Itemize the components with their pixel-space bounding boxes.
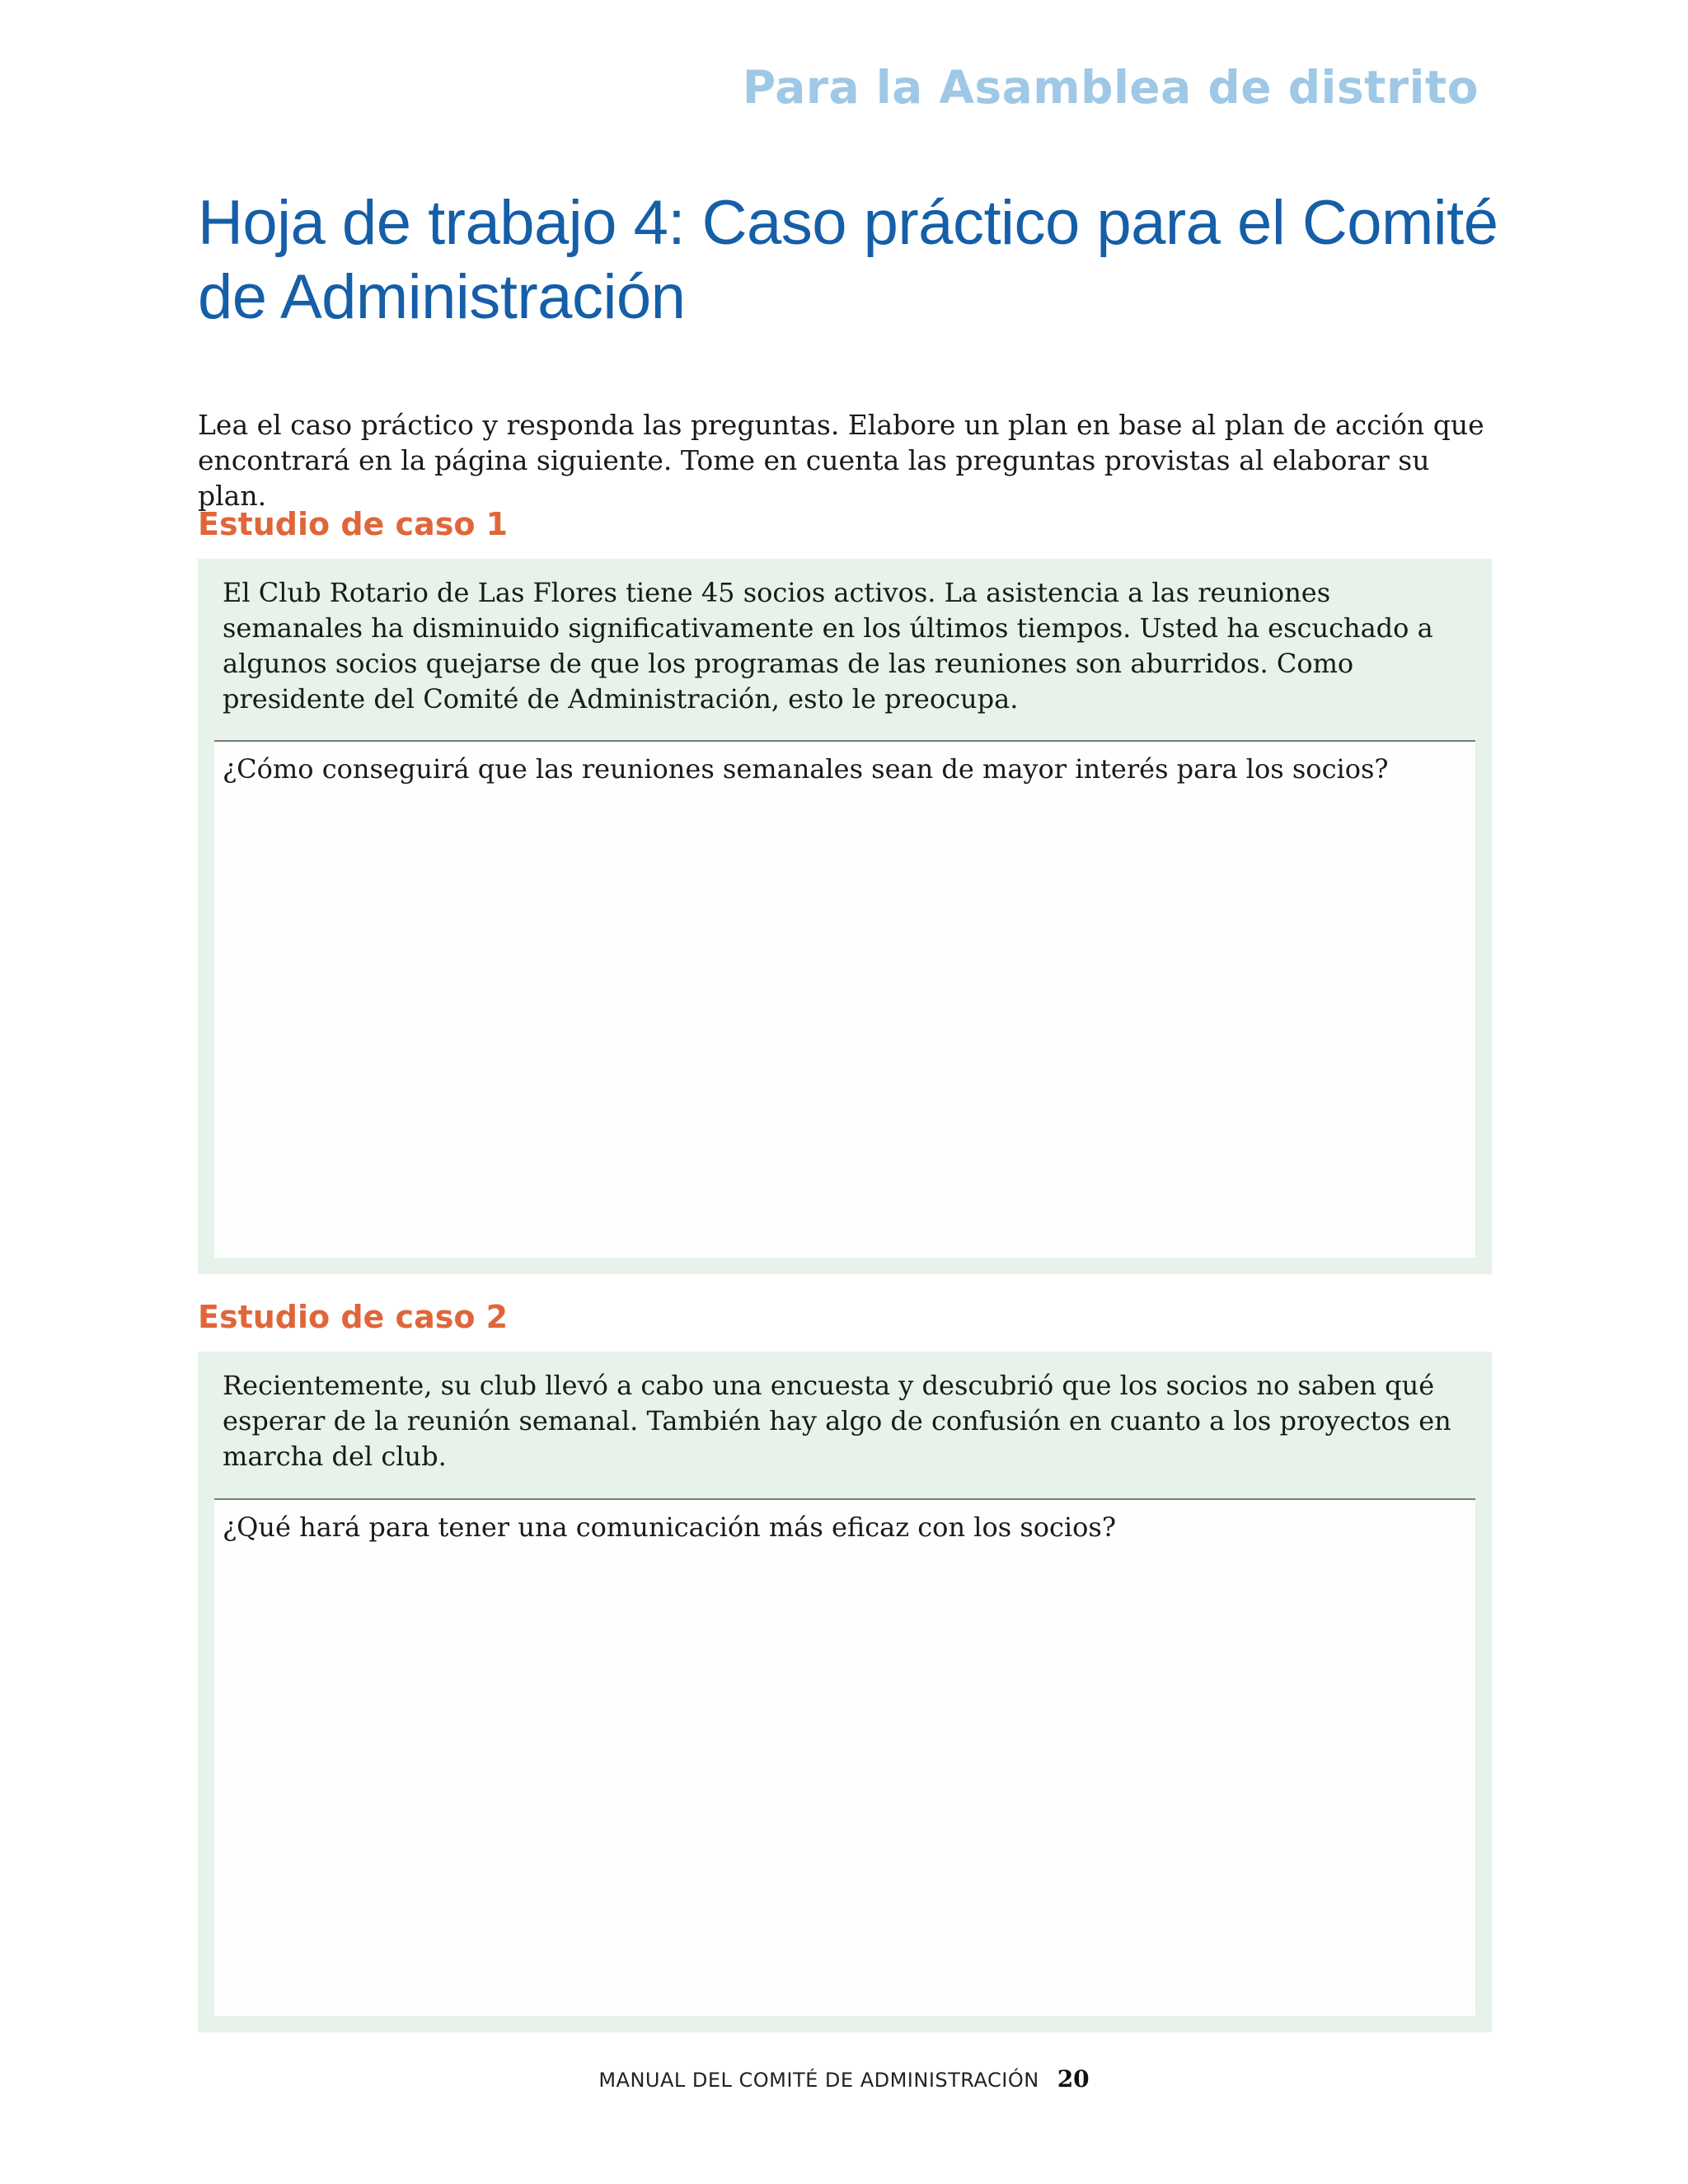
case-2-box bbox=[198, 1352, 1492, 2032]
page-title: Hoja de trabajo 4: Caso práctico para el Comité de Administración bbox=[198, 188, 1498, 332]
case-1-question: ¿Cómo conseguirá que las reuniones semanales sean de mayor interés para los socios? bbox=[223, 753, 1389, 785]
page-footer bbox=[0, 2065, 1688, 2093]
case-2-answer-area[interactable] bbox=[214, 1498, 1475, 2016]
intro-paragraph: Lea el caso práctico y responda las preguntas. Elabore un plan en base al plan de acción que encontrará en la página siguiente. Tome en cuenta las preguntas provistas al elaborar su plan. bbox=[198, 409, 1484, 512]
section-kicker: Para la Asamblea de distrito bbox=[742, 61, 1479, 114]
case-2-text: Recientemente, su club llevó a cabo una encuesta y descubrió que los socios no saben qué esperar de la reunión semanal. También hay algo de confusión en cuanto a los proyectos en marcha del club. bbox=[223, 1370, 1451, 1472]
case-1-heading: Estudio de caso 1 bbox=[198, 506, 509, 542]
footer-label: MANUAL DEL COMITÉ DE ADMINISTRACIÓN bbox=[598, 2069, 1039, 2092]
case-2-heading: Estudio de caso 2 bbox=[198, 1299, 509, 1335]
page-number: 20 bbox=[1057, 2065, 1090, 2093]
case-1-text: El Club Rotario de Las Flores tiene 45 socios activos. La asistencia a las reuniones semanales ha disminuido significativamente en los últimos tiempos. Usted ha escuchado a algunos socios quejarse de que los programas de las reuniones son aburridos. Como presidente del Comité de Administración, esto le preocupa. bbox=[223, 577, 1433, 715]
case-1-box bbox=[198, 559, 1492, 1274]
case-1-answer-area[interactable] bbox=[214, 740, 1475, 1258]
case-2-question: ¿Qué hará para tener una comunicación más eficaz con los socios? bbox=[223, 1511, 1116, 1543]
